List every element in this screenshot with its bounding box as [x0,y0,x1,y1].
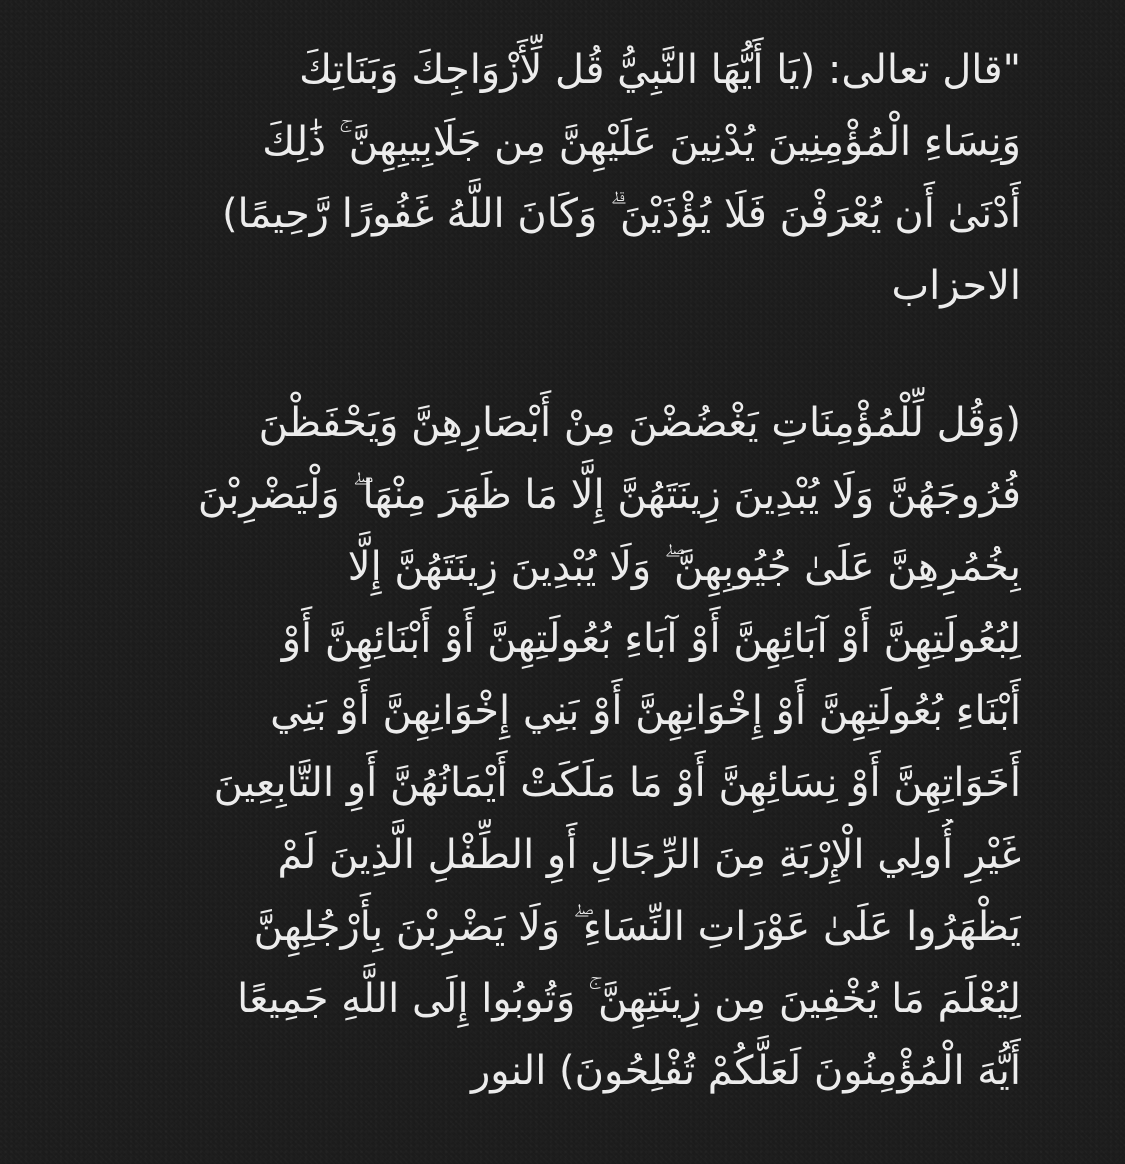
nur-line-2: فُرُوجَهُنَّ وَلَا يُبْدِينَ زِينَتَهُنَّ إِلَّا مَا ظَهَرَ مِنْهَا ۖ وَلْيَضْرِبْنَ [197,472,1021,518]
nur-line-1: (وَقُل لِّلْمُؤْمِنَاتِ يَغْضُضْنَ مِنْ أَبْصَارِهِنَّ وَيَحْفَظْنَ [258,400,1021,446]
quote-ahzab [100,34,1021,322]
nur-line-9: لِيُعْلَمَ مَا يُخْفِينَ مِن زِينَتِهِنَّ ۚ وَتُوبُوا إِلَى اللَّهِ جَمِيعًا [237,976,1021,1022]
nur-line-3: بِخُمُرِهِنَّ عَلَىٰ جُيُوبِهِنَّ ۖ وَلَا يُبْدِينَ زِينَتَهُنَّ إِلَّا [347,544,1021,590]
nur-line-5: أَبْنَاءِ بُعُولَتِهِنَّ أَوْ إِخْوَانِهِنَّ أَوْ بَنِي إِخْوَانِهِنَّ أَوْ بَنِي [270,688,1021,734]
ahzab-line-2: وَنِسَاءِ الْمُؤْمِنِينَ يُدْنِينَ عَلَيْهِنَّ مِن جَلَابِيبِهِنَّ ۚ ذَٰلِكَ [262,119,1021,165]
quote-nur [100,387,1021,1107]
paragraph-gap [100,322,1021,387]
ahzab-source: الاحزاب [891,263,1021,309]
nur-line-7: غَيْرِ أُولِي الْإِرْبَةِ مِنَ الرِّجَالِ أَوِ الطِّفْلِ الَّذِينَ لَمْ [277,832,1021,878]
nur-line-8: يَظْهَرُوا عَلَىٰ عَوْرَاتِ النِّسَاءِ ۖ وَلَا يَضْرِبْنَ بِأَرْجُلِهِنَّ [253,904,1021,950]
ahzab-line-1: "قال تعالى: (يَا أَيُّهَا النَّبِيُّ قُل لِّأَزْوَاجِكَ وَبَنَاتِكَ [299,47,1021,93]
ahzab-line-3: أَدْنَىٰ أَن يُعْرَفْنَ فَلَا يُؤْذَيْنَ ۗ وَكَانَ اللَّهُ غَفُورًا رَّحِيمًا) [221,191,1021,237]
nur-line-4: لِبُعُولَتِهِنَّ أَوْ آبَائِهِنَّ أَوْ آبَاءِ بُعُولَتِهِنَّ أَوْ أَبْنَائِهِنَّ أَوْ [281,616,1021,662]
nur-line-10: أَيُّهَ الْمُؤْمِنُونَ لَعَلَّكُمْ تُفْلِحُونَ) النور [470,1048,1021,1094]
nur-line-6: أَخَوَاتِهِنَّ أَوْ نِسَائِهِنَّ أَوْ مَا مَلَكَتْ أَيْمَانُهُنَّ أَوِ التَّابِعِينَ [213,760,1021,806]
